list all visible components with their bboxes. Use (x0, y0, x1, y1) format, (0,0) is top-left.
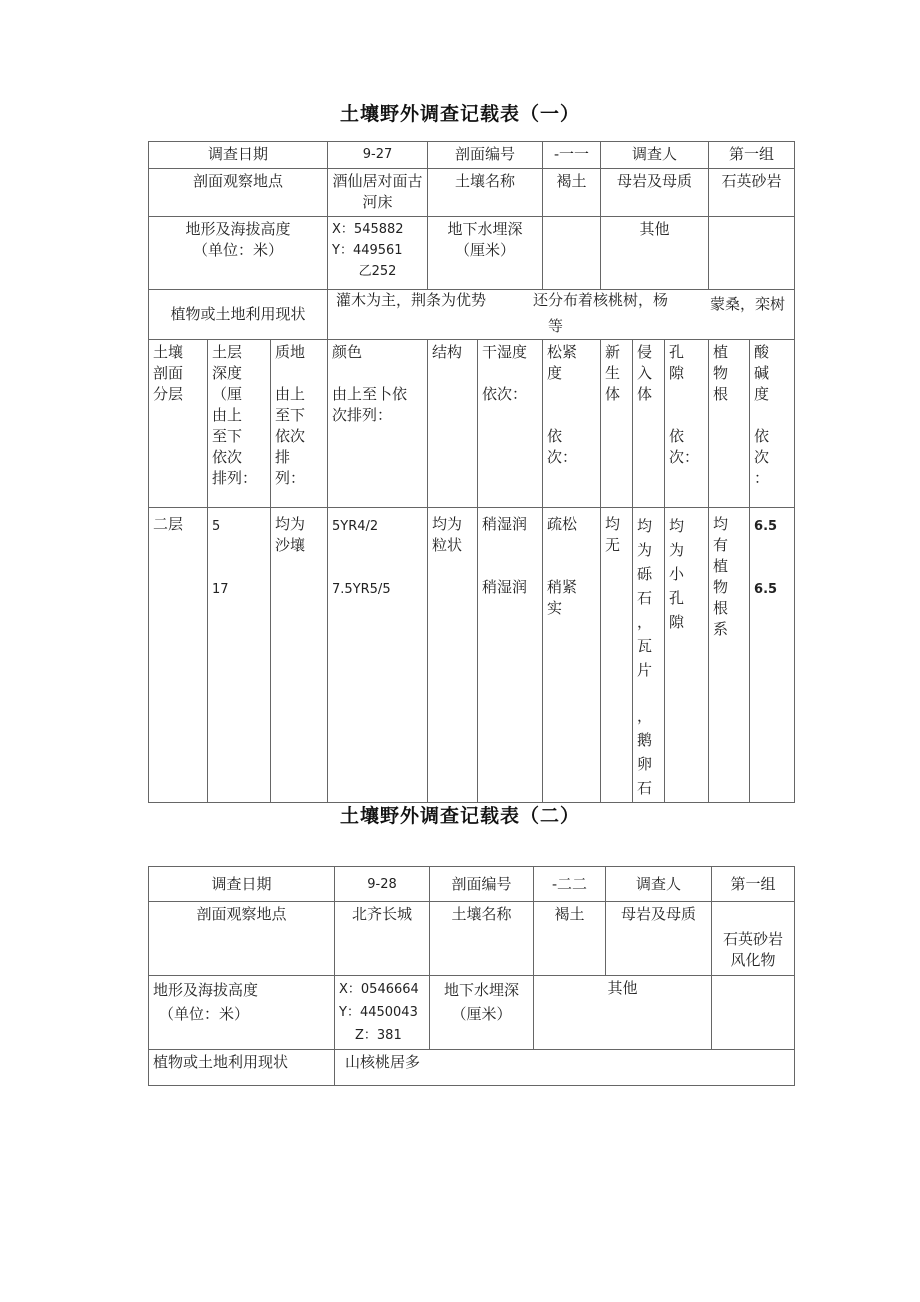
data-color: 5YR4/2 7.5YR5/5 (328, 508, 428, 803)
terrain-label-cell (149, 217, 328, 290)
table2-row-location (149, 902, 795, 976)
section-no-value: -二二 (534, 867, 606, 902)
terrain-label: 地形及海拔高度 (185, 220, 291, 238)
table1-row-location (149, 169, 795, 217)
terrain-label: 地形及海拔高度 (153, 981, 259, 999)
coord-x: X：0546664 (339, 982, 419, 997)
vegetation-part4: 等 (548, 317, 564, 335)
soil-survey-table-1 (148, 141, 795, 803)
header-texture: 质地 由上 至下 依次 排 列： (271, 340, 328, 508)
other-label: 其他 (534, 976, 712, 1050)
groundwater-unit: （厘米） (451, 1005, 512, 1023)
vegetation-part3: 蒙桑，栾树 (710, 295, 786, 313)
parent-rock-label: 母岩及母质 (606, 902, 712, 976)
terrain-unit: （单位：米） (193, 241, 284, 259)
other-value (712, 976, 795, 1050)
data-structure: 均为 粒状 (428, 508, 478, 803)
terrain-label-cell (149, 976, 335, 1050)
data-depth: 5 17 (208, 508, 271, 803)
other-value (709, 217, 795, 290)
table1-row-vegetation (149, 290, 795, 340)
coordinates-cell (335, 976, 430, 1050)
table1-row-data (149, 508, 795, 803)
location-label: 剖面观察地点 (149, 169, 328, 217)
date-value: 9-27 (328, 142, 428, 169)
header-intrusion: 侵 入 体 (633, 340, 665, 508)
coord-z: 乙252 (358, 264, 397, 279)
coordinates-cell (328, 217, 428, 290)
soil-survey-table-2 (148, 866, 795, 1086)
header-color: 颜色 由上至卜依 次排列： (328, 340, 428, 508)
data-new-body: 均 无 (601, 508, 633, 803)
soil-name-label: 土壤名称 (428, 169, 543, 217)
location-value: 北齐长城 (335, 902, 430, 976)
header-depth: 土层 深度 （厘 由上 至下 依次 排列： (208, 340, 271, 508)
vegetation-label: 植物或土地利用现状 (149, 1050, 335, 1086)
groundwater-value (543, 217, 601, 290)
table1-title: 土壤野外调查记载表（一） (339, 103, 580, 125)
groundwater-label-cell (428, 217, 543, 290)
coord-y: Y：4450043 (339, 1005, 418, 1020)
date-label: 调查日期 (149, 867, 335, 902)
terrain-unit: （单位：米） (159, 1005, 250, 1023)
groundwater-label: 地下水埋深 (447, 220, 523, 238)
parent-rock-label: 母岩及母质 (601, 169, 709, 217)
table2-row-date (149, 867, 795, 902)
section-no-label: 剖面编号 (428, 142, 543, 169)
data-intrusion: 均 为 砾 石 ， 瓦 片 ， 鹅 卵 石 (633, 508, 665, 803)
header-structure: 结构 (428, 340, 478, 508)
data-layer: 二层 (149, 508, 208, 803)
data-pores: 均 为 小 孔 隙 (665, 508, 709, 803)
soil-name-value: 褐土 (534, 902, 606, 976)
other-label: 其他 (601, 217, 709, 290)
soil-name-value: 褐土 (543, 169, 601, 217)
table1-row-header (149, 340, 795, 508)
header-moisture: 干湿度 依次： (478, 340, 543, 508)
vegetation-value: 山核桃居多 (335, 1050, 795, 1086)
investigator-value: 第一组 (709, 142, 795, 169)
coord-x: X：545882 (332, 222, 404, 237)
data-moisture: 稍湿润 稍湿润 (478, 508, 543, 803)
data-texture: 均为 沙壤 (271, 508, 328, 803)
table2-title: 土壤野外调查记载表（二） (339, 805, 580, 827)
location-label: 剖面观察地点 (149, 902, 335, 976)
investigator-label: 调查人 (601, 142, 709, 169)
soil-name-label: 土壤名称 (430, 902, 534, 976)
date-label: 调查日期 (149, 142, 328, 169)
header-tightness: 松紧 度 依 次： (543, 340, 601, 508)
header-roots: 植 物 根 (709, 340, 750, 508)
coord-y: Y：449561 (332, 243, 403, 258)
investigator-label: 调查人 (606, 867, 712, 902)
header-new-body: 新 生 体 (601, 340, 633, 508)
parent-rock-value: 石英砂岩风化物 (712, 902, 795, 976)
header-layer: 土壤 剖面 分层 (149, 340, 208, 508)
section-no-label: 剖面编号 (430, 867, 534, 902)
date-value: 9-28 (335, 867, 430, 902)
vegetation-value-cell (328, 290, 795, 340)
table2-row-vegetation (149, 1050, 795, 1086)
coord-z: Z：381 (355, 1028, 402, 1043)
data-ph: 6.5 6.5 (750, 508, 795, 803)
header-pores: 孔 隙 依 次： (665, 340, 709, 508)
data-tightness: 疏松 稍紧 实 (543, 508, 601, 803)
vegetation-part2: 还分布着核桃树，杨 (533, 291, 669, 309)
table1-row-date (149, 142, 795, 169)
vegetation-part1: 灌木为主，荆条为优势 (336, 291, 487, 309)
data-roots: 均 有 植 物 根 系 (709, 508, 750, 803)
table1-row-terrain (149, 217, 795, 290)
table2-row-terrain (149, 976, 795, 1050)
header-ph: 酸 碱 度 依 次 ： (750, 340, 795, 508)
section-no-value: -一一 (543, 142, 601, 169)
location-value: 酒仙居对面古河床 (328, 169, 428, 217)
groundwater-label: 地下水埋深 (443, 981, 519, 999)
groundwater-label-cell (430, 976, 534, 1050)
vegetation-label: 植物或土地利用现状 (149, 290, 328, 340)
groundwater-unit: （厘米） (455, 241, 516, 259)
investigator-value: 第一组 (712, 867, 795, 902)
parent-rock-value: 石英砂岩 (709, 169, 795, 217)
